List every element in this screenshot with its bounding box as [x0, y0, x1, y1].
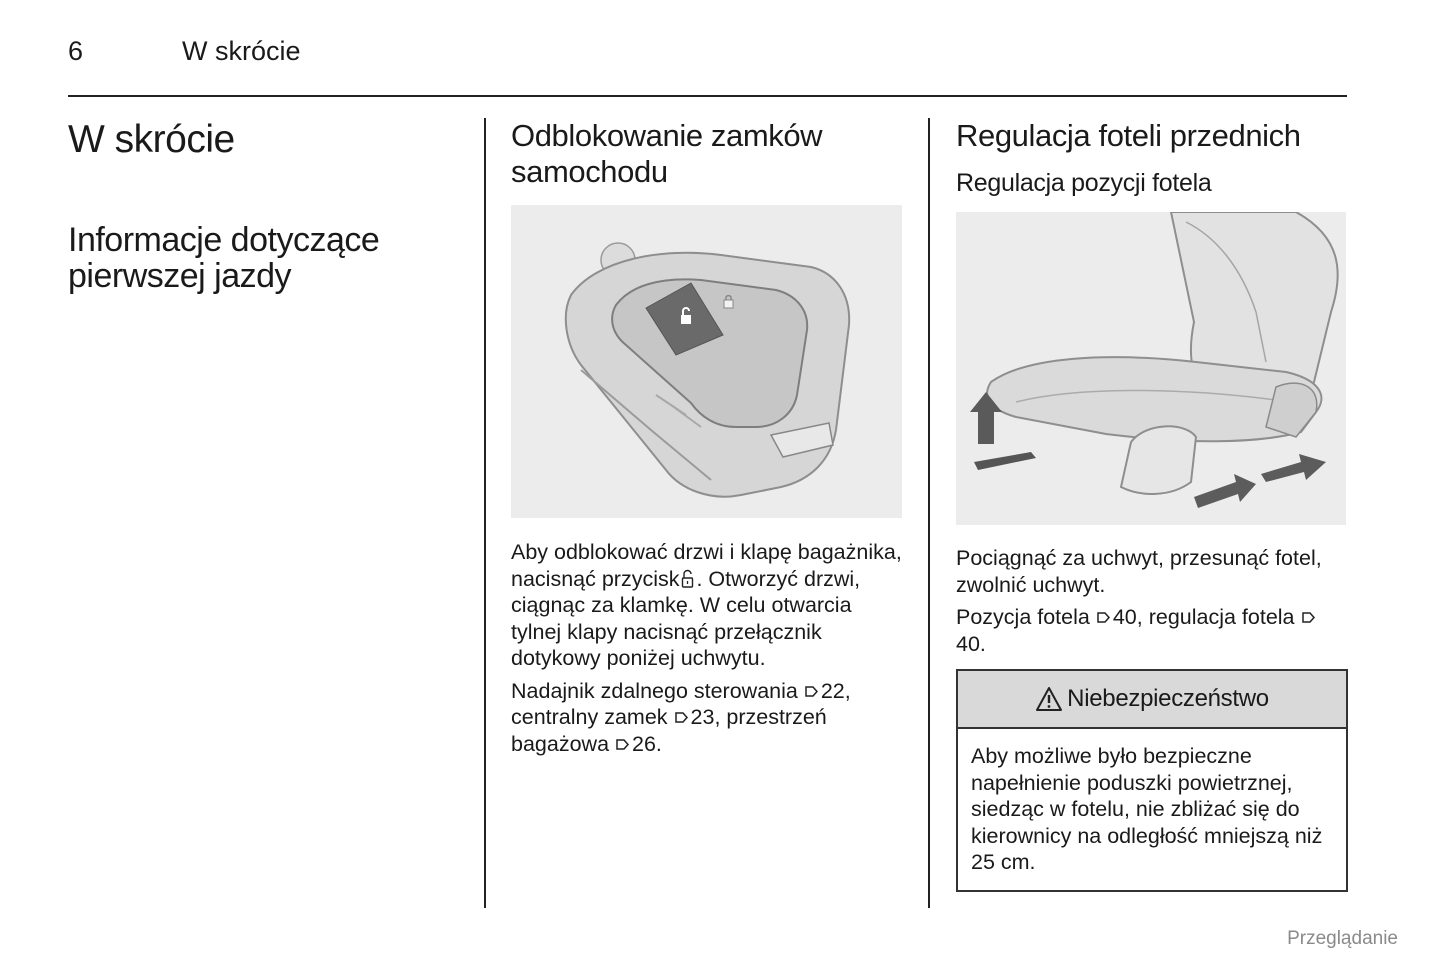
column-seat-adjustment [956, 118, 1348, 892]
seat-heading: Regulacja foteli przednich [956, 118, 1301, 153]
seat-illustration [956, 212, 1346, 525]
ref-seat-adjustment[interactable]: 40 [956, 631, 980, 656]
running-header: W skrócie [182, 36, 301, 66]
danger-warning-title: Niebezpieczeństwo [1067, 685, 1269, 712]
ref-load-compartment[interactable]: 26 [632, 731, 656, 756]
page-number: 6 [68, 36, 84, 66]
seat-references: Pozycja fotela 40, regulacja fotela 40. [956, 604, 1346, 657]
unlock-instructions: Aby odblokować drzwi i klapę bagażnika, nacisnąć przycisk . Otworzyć drzwi, ciągnąc za klamkę. W celu otwarcia tylnej klapy nacisnąć przełącznik dotykowy poniżej uchwytu. [511, 540, 902, 670]
warning-triangle-icon [1035, 686, 1063, 712]
seat-drawing [956, 212, 1346, 525]
ref-central-locking[interactable]: 23 [690, 705, 715, 729]
browse-link[interactable]: Przeglądanie [1287, 928, 1398, 949]
header-rule [68, 95, 1347, 97]
column-divider [484, 118, 486, 908]
page-ref-icon [615, 737, 630, 752]
ref-remote-control[interactable]: 22 [820, 678, 845, 703]
page-ref-icon [674, 710, 689, 725]
danger-warning-text: Aby możliwe było bezpieczne napełnienie poduszki powietrznej, siedząc w fotelu, nie zbliżać się do kierownicy na odległość mniejszą niż 25 cm. [971, 744, 1323, 874]
page-ref-icon [804, 684, 819, 699]
unlocking-heading: Odblokowanie zamków samochodu [511, 118, 823, 189]
danger-warning-header [958, 671, 1346, 729]
unlock-references: Nadajnik zdalnego sterowania 22, centralny zamek 23, przestrzeń bagażowa 26. [511, 678, 851, 756]
seat-subheading: Regulacja pozycji fotela [956, 169, 1212, 197]
column-overview [68, 118, 463, 294]
chapter-title: W skrócie [68, 118, 235, 161]
ref-seat-position[interactable]: 40 [1112, 605, 1137, 629]
seat-instructions: Pociągnąć za uchwyt, przesunąć fotel, zwolnić uchwyt. [956, 546, 1322, 597]
car-key-drawing [511, 205, 902, 518]
column-divider [928, 118, 930, 908]
page-ref-icon [1301, 610, 1316, 625]
section-title: Informacje dotyczące pierwszej jazdy [68, 221, 380, 295]
column-unlocking [511, 118, 906, 757]
unlock-button-icon [681, 569, 694, 589]
page-ref-icon [1096, 610, 1111, 625]
car-key-illustration [511, 205, 902, 518]
danger-warning-box [956, 669, 1348, 892]
